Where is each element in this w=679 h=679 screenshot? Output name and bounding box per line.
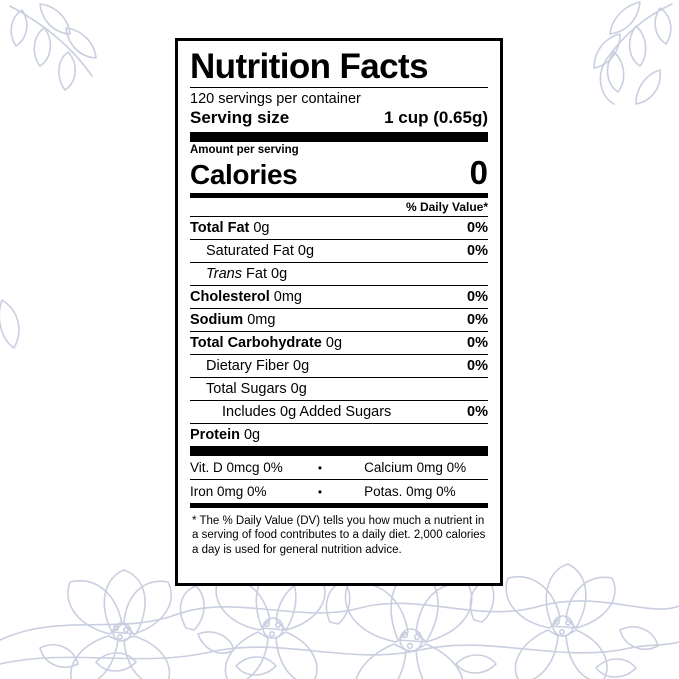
vitamin-right-value: Calcium 0mg 0% [364,459,467,475]
nutrient-name [206,243,314,259]
serving-size-value: 1 cup (0.65g) [384,107,488,127]
vitamin-row [190,456,488,479]
nutrient-daily-value: 0% [467,334,488,351]
nutrient-amount: 0g [293,242,315,259]
calories-value: 0 [469,153,488,191]
nutrient-row [190,424,488,446]
nutrient-amount: 0mg [243,311,276,328]
servings-per-container: 120 servings per container [190,90,361,107]
nutrient-row [190,217,488,239]
leaf-sprig-top-right [594,2,672,104]
nutrient-name-text: Total Fat [190,219,250,236]
nutrient-daily-value: 0% [467,288,488,305]
nutrient-row [190,332,488,354]
nutrient-name [190,220,270,236]
nutrient-row [190,309,488,331]
nutrient-name-text: Total Carbohydrate [190,334,322,351]
nutrient-daily-value: 0% [467,219,488,236]
nutrient-name [190,427,260,443]
nutrient-name [206,266,287,282]
nutrient-daily-value: 0% [467,242,488,259]
vitamin-left-value: Iron 0mg 0% [190,483,267,499]
nutrient-name-text: Protein [190,426,240,443]
nutrient-list [190,217,488,446]
nutrient-amount: 0g [286,380,307,397]
calories-label: Calories [190,158,298,190]
nutrient-row [190,355,488,377]
vitamin-separator-dot: • [317,484,323,499]
nutrient-name [206,358,309,374]
nutrient-name-text: Cholesterol [190,288,270,305]
nutrient-amount: Fat 0g [242,265,288,282]
daily-value-header: % Daily Value* [405,199,488,214]
vitamin-row [190,480,488,503]
nutrient-name-text: Sodium [190,311,244,328]
divider-thick-top [190,132,488,142]
vitamin-separator-dot: • [317,460,323,475]
nutrient-name-text: Trans [206,265,242,282]
nutrient-name [222,404,391,420]
nutrient-amount: 0mg [269,288,303,305]
nutrient-row [190,286,488,308]
vitamin-right-value: Potas. 0mg 0% [364,483,456,499]
nutrient-amount: 0g [321,334,343,351]
nutrition-facts-label [175,38,503,586]
nutrient-name [190,312,275,328]
nutrient-row [190,401,488,423]
serving-size-label: Serving size [190,107,290,127]
nutrient-row [190,378,488,400]
nutrient-amount: 0g [239,426,261,443]
nutrient-name-text: Includes 0g Added Sugars [222,403,392,420]
serving-size-row [190,108,488,132]
nutrient-name [190,335,342,351]
nutrient-daily-value: 0% [467,403,488,420]
label-title: Nutrition Facts [190,47,428,86]
leaf-edge-left [0,300,19,348]
divider-thick-bottom [190,446,488,456]
nutrient-name-text: Saturated Fat [206,242,294,259]
calories-row [190,153,488,193]
footnote-text: * The % Daily Value (DV) tells you how much a nutrient in a serving of food contributes to a daily diet. 2,000 calories a day is used for general nutrition advice. [192,514,486,557]
vitamin-list [190,456,488,503]
nutrient-name [190,289,302,305]
nutrient-daily-value: 0% [467,311,488,328]
nutrient-amount: 0g [289,357,310,374]
nutrient-name-text: Total Sugars [206,380,287,397]
vitamin-left-value: Vit. D 0mcg 0% [190,459,283,475]
nutrient-row [190,263,488,285]
nutrient-amount: 0g [249,219,270,236]
nutrient-daily-value: 0% [467,357,488,374]
leaf-sprig-top-left [10,4,96,90]
nutrient-name-text: Dietary Fiber [206,357,289,374]
nutrient-row [190,240,488,262]
amount-per-serving-label: Amount per serving [190,143,299,156]
nutrient-name [206,381,307,397]
